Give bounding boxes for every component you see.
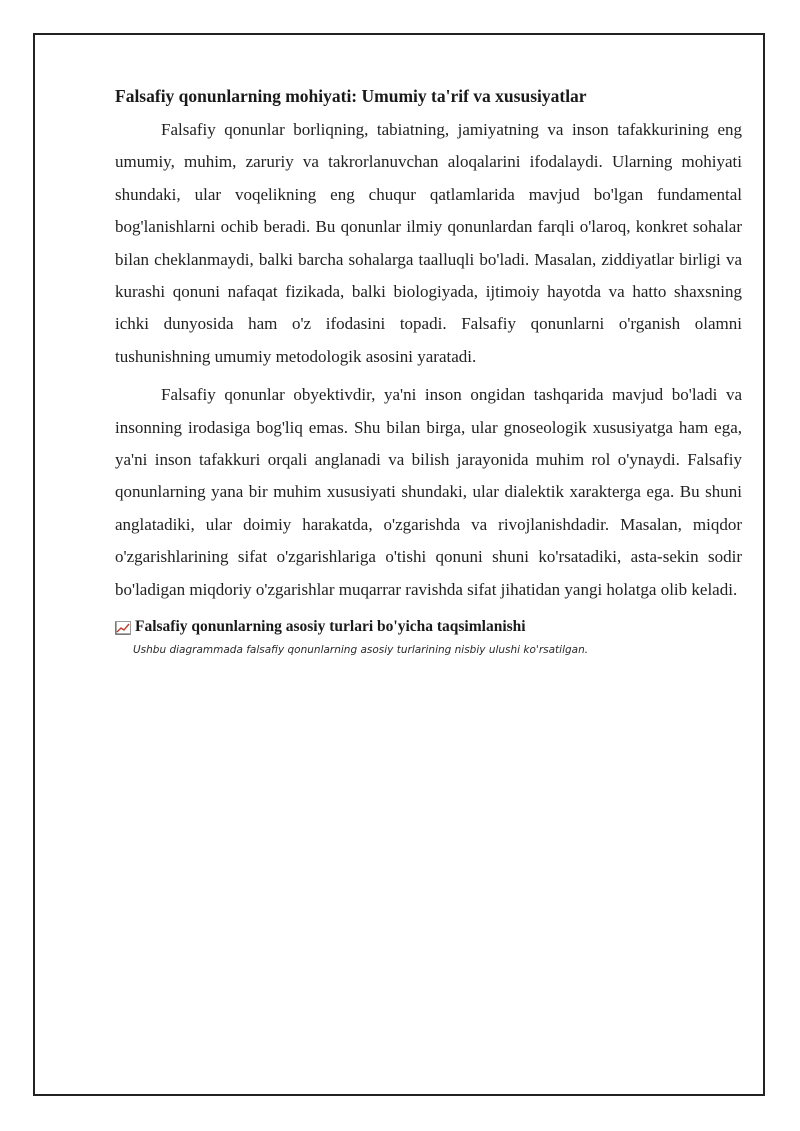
paragraph-2: Falsafiy qonunlar obyektivdir, ya'ni inson ongidan tashqarida mavjud bo'ladi va insonning irodasiga bog'liq emas. Shu bilan birga, ular gnoseologik xususiyatga ham ega, ya'ni inson tafakkuri orqali anglanadi va bilish jarayonida muhim rol o'ynaydi. Falsafiy qonunlarning yana bir muhim xususiyati shundaki, ular dialektik xarakterga ega. Bu shuni anglatadiki, ular doimiy harakatda, o'zgarishda va rivojlanishdadir. Masalan, miqdor o'zgarishlarining sifat o'zgarishlariga o'tishi qonuni shuni ko'rsatadiki, asta-sekin sodir bo'ladigan miqdoriy o'zgarishlar muqarrar ravishda sifat jihatidan yangi holatga olib keladi. [115,385,742,599]
figure-title-row [115,616,742,638]
figure-caption: Ushbu diagrammada falsafiy qonunlarning asosiy turlarining nisbiy ulushi ko'rsatilgan. [133,644,589,657]
paragraph-1: Falsafiy qonunlar borliqning, tabiatning, jamiyatning va inson tafakkurining eng umumiy, muhim, zaruriy va takrorlanuvchan aloqalarini ifodalaydi. Ularning mohiyati shundaki, ular voqelikning eng chuqur qatlamlarida mavjud bo'lgan fundamental bog'lanishlarni ochib beradi. Bu qonunlar ilmiy qonunlardan farqli o'laroq, konkret sohalar bilan cheklanmaydi, balki barcha sohalarga taalluqli bo'ladi. Masalan, ziddiyatlar birligi va kurashi qonuni nafaqat fizikada, balki biologiyada, ijtimoiy hayotda va hatto shaxsning ichki dunyosida ham o'z ifodasini topadi. Falsafiy qonunlarni o'rganish olamni tushunishning umumiy metodologik asosini yaratadi. [115,120,742,366]
section-heading: Falsafiy qonunlarning mohiyati: Umumiy ta'rif va xususiyatlar [115,86,587,106]
chart-increasing-icon [115,620,131,634]
document-body [115,84,742,658]
figure-title: Falsafiy qonunlarning asosiy turlari bo'yicha taqsimlanishi [135,618,526,636]
